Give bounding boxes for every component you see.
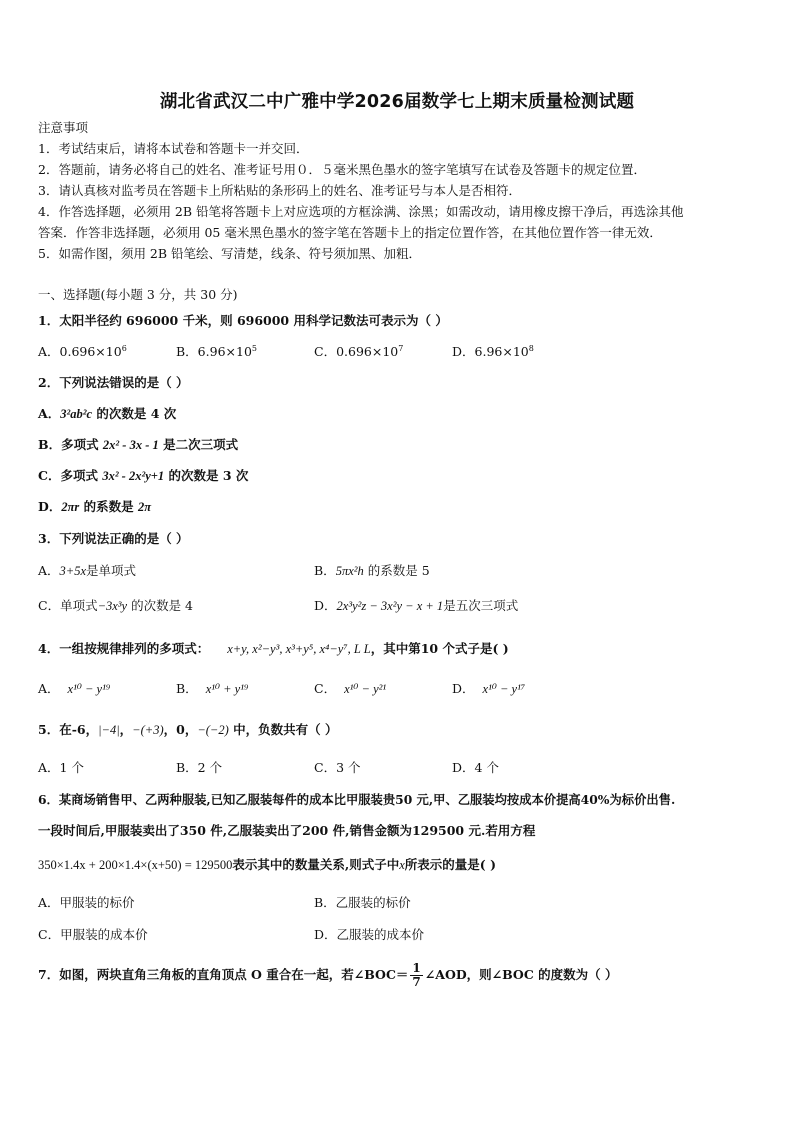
q4-option-d: D． x¹⁰ − y¹⁷	[452, 681, 526, 696]
q5-option-a: A．1 个	[38, 760, 84, 775]
question-6-line-2: 一段时间后,甲服装卖出了350 件,乙服装卖出了200 件,销售金额为129500 元.若用方程	[38, 823, 536, 838]
question-4-stem: 4．一组按规律排列的多项式： x+y, x²−y³, x³+y⁵, x⁴−y⁷, L L，其中第10 个式子是( )	[38, 641, 509, 656]
q6-option-b: B．乙服装的标价	[314, 895, 411, 910]
question-6-line-1: 6．某商场销售甲、乙两种服装,已知乙服装每件的成本比甲服装贵50 元,甲、乙服装均按成本价提高40%为标价出售.	[38, 792, 676, 807]
q3-option-d: D．2x³y²z − 3x²y − x + 1是五次三项式	[314, 598, 519, 613]
question-1-stem: 1．太阳半径约 696000 千米，则 696000 用科学记数法可表示为（ ）	[38, 313, 448, 328]
note-4: 4．作答选择题，必须用 2B 铅笔将答题卡上对应选项的方框涂满、涂黑；如需改动，请用橡皮擦干净后，再选涂其他	[38, 204, 684, 219]
q3-option-c: C．单项式−3x³y 的次数是 4	[38, 598, 194, 613]
section-heading: 一、选择题(每小题 3 分，共 30 分)	[38, 287, 238, 302]
fraction-one-seventh: $\frac{1}{7}$	[412, 961, 421, 989]
q5-option-d: D．4 个	[452, 760, 499, 775]
note-1: 1．考试结束后，请将本试卷和答题卡一并交回．	[38, 141, 309, 156]
question-7-stem: 7．如图，两块直角三角板的直角顶点 O 重合在一起，若∠BOC＝ $\frac{1}{7}$ ∠AOD，则∠BOC 的度数为（ ）	[38, 961, 618, 989]
q2-option-a: A．3²ab²c 的次数是 4 次	[38, 406, 177, 421]
q4-option-b: B． x¹⁰ + y¹⁹	[176, 681, 249, 696]
q1-option-c: C．$0.696\times 10^7$	[314, 344, 404, 359]
q1-option-a: A．$0.696\times 10^6$	[38, 344, 127, 359]
question-2-stem: 2．下列说法错误的是（ ）	[38, 375, 189, 390]
q2-option-d: D．2πr 的系数是 2π	[38, 499, 152, 514]
q2-option-b: B．多项式 2x² - 3x - 1 是二次三项式	[38, 437, 239, 452]
q6-option-d: D．乙服装的成本价	[314, 927, 425, 942]
q2-option-c: C．多项式 3x² - 2x²y+1 的次数是 3 次	[38, 468, 249, 483]
q5-option-c: C．3 个	[314, 760, 361, 775]
q1-option-d: D．$6.96\times 10^8$	[452, 344, 534, 359]
note-4-cont: 答案．作答非选择题，必须用 05 毫米黑色墨水的签字笔在答题卡上的指定位置作答，在其他位置作答一律无效．	[38, 225, 662, 240]
question-6-line-3: 350×1.4x + 200×1.4×(x+50) = 129500表示其中的数量关系,则式子中x所表示的量是( )	[38, 857, 496, 872]
q6-option-c: C．甲服装的成本价	[38, 927, 148, 942]
page-title: 湖北省武汉二中广雅中学2026届数学七上期末质量检测试题	[159, 92, 635, 112]
note-3: 3．请认真核对监考员在答题卡上所粘贴的条形码上的姓名、准考证号与本人是否相符．	[38, 183, 521, 198]
notes-heading: 注意事项	[38, 120, 89, 135]
question-5-stem: 5．在-6，|−4|，−(+3)，0，−(−2) 中，负数共有（ ）	[38, 722, 338, 737]
question-3-stem: 3．下列说法正确的是（ ）	[38, 531, 189, 546]
q4-option-c: C． x¹⁰ − y²¹	[314, 681, 387, 696]
q5-option-b: B．2 个	[176, 760, 223, 775]
q6-option-a: A．甲服装的标价	[38, 895, 135, 910]
q3-option-b: B．5πx²h 的系数是 5	[314, 563, 430, 578]
note-5: 5．如需作图，须用 2B 铅笔绘、写清楚，线条、符号须加黑、加粗．	[38, 246, 422, 261]
q3-option-a: A．3+5x是单项式	[38, 563, 137, 578]
q1-option-b: B．$6.96\times 10^5$	[176, 344, 257, 359]
q4-option-a: A． x¹⁰ − y¹⁹	[38, 681, 111, 696]
note-2: 2．答题前，请务必将自己的姓名、准考证号用０．５毫米黑色墨水的签字笔填写在试卷及答题卡的规定位置．	[38, 162, 646, 177]
